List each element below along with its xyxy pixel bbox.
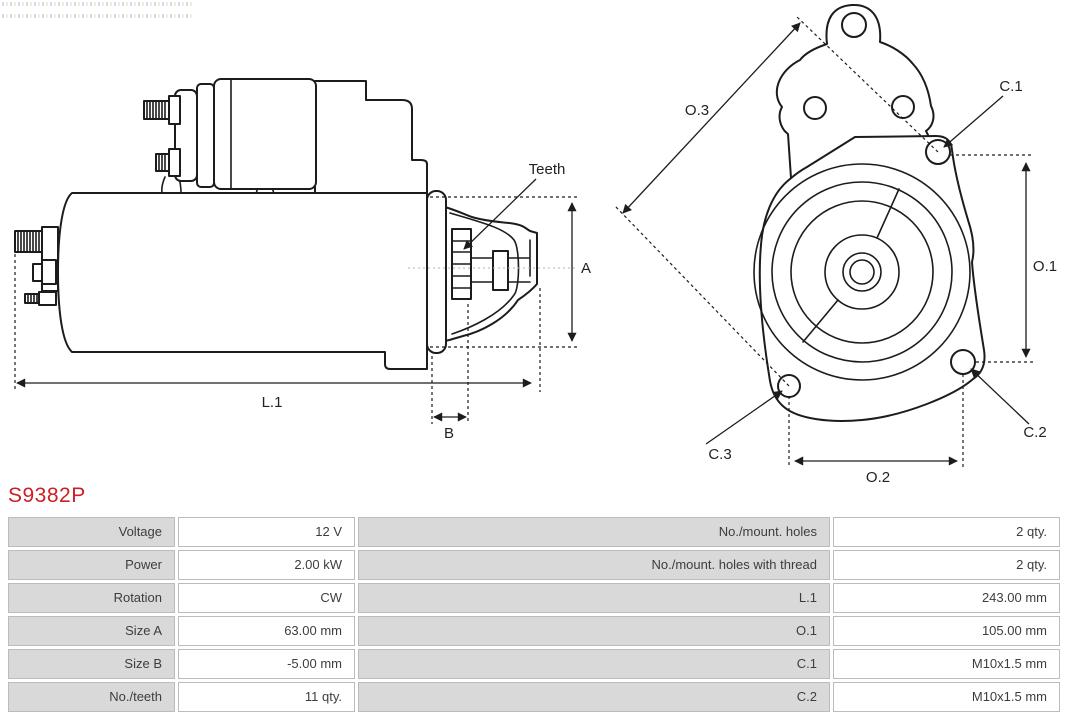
spec-value: M10x1.5 mm [833, 649, 1060, 679]
spec-value: 2 qty. [833, 517, 1060, 547]
dim-label-o3: O.3 [684, 102, 710, 119]
mounting-flange [427, 191, 446, 353]
spec-label: Power [8, 550, 175, 580]
dim-line-o3 [623, 23, 800, 213]
teeth-label: Teeth [528, 161, 566, 178]
side-view-drawing [15, 79, 591, 442]
spec-label: Voltage [8, 517, 175, 547]
hole-c2 [951, 350, 975, 374]
dim-label-c2: C.2 [1023, 424, 1047, 441]
spec-value: 12 V [178, 517, 355, 547]
dim-label-l1: L.1 [261, 394, 283, 411]
spec-value: 243.00 mm [833, 583, 1060, 613]
spec-value: 2 qty. [833, 550, 1060, 580]
spec-label: C.1 [358, 649, 830, 679]
dim-label-c1: C.1 [999, 78, 1023, 95]
spec-label: C.2 [358, 682, 830, 712]
spec-label: No./teeth [8, 682, 175, 712]
dim-label-c3: C.3 [708, 446, 732, 463]
spec-label: Rotation [8, 583, 175, 613]
solenoid [214, 79, 316, 189]
c2-leader-line [971, 369, 1029, 424]
spec-value: 2.00 kW [178, 550, 355, 580]
spec-label: No./mount. holes [358, 517, 830, 547]
front-view-drawing [615, 5, 1057, 486]
spec-label: L.1 [358, 583, 830, 613]
part-number: S9382P [8, 484, 86, 507]
spec-label: O.1 [358, 616, 830, 646]
spec-label: No./mount. holes with thread [358, 550, 830, 580]
spec-value: 105.00 mm [833, 616, 1060, 646]
spec-label: Size B [8, 649, 175, 679]
dim-label-b: B [443, 425, 455, 442]
c3-leader-line [706, 391, 782, 444]
dim-label-a: A [580, 260, 592, 277]
spec-value: 63.00 mm [178, 616, 355, 646]
dim-label-o1: O.1 [1032, 258, 1058, 275]
terminal-stud [169, 96, 180, 124]
dim-label-o2: O.2 [865, 469, 891, 486]
spec-value: M10x1.5 mm [833, 682, 1060, 712]
spec-label: Size A [8, 616, 175, 646]
spec-value: -5.00 mm [178, 649, 355, 679]
spec-table [8, 517, 1062, 712]
spec-value: 11 qty. [178, 682, 355, 712]
c1-leader-line [944, 96, 1003, 147]
spec-value: CW [178, 583, 355, 613]
